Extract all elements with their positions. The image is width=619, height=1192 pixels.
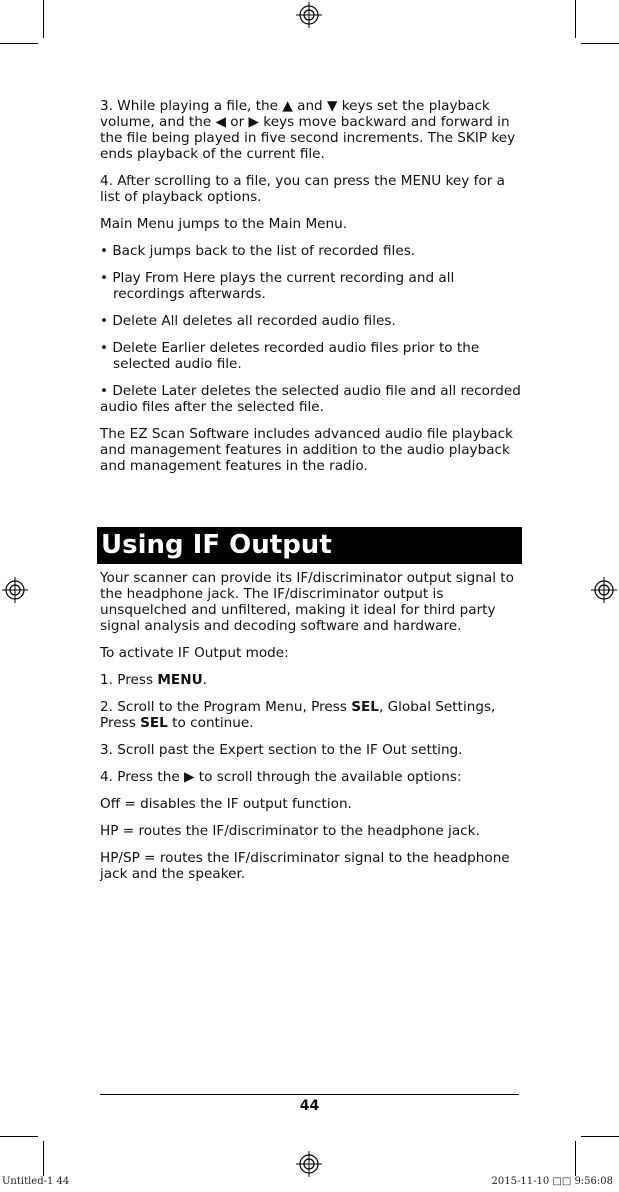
paragraph-activate: To activate IF Output mode: — [100, 645, 289, 661]
key-sel: SEL — [351, 699, 379, 715]
manual-text-section — [100, 98, 522, 485]
crop-mark — [575, 1141, 576, 1176]
option-off: Off = disables the IF output function. — [100, 796, 352, 812]
section-heading: Using IF Output — [97, 527, 522, 564]
paragraph-menu-key: 4. After scrolling to a file, you can press the MENU key for a list of playback options. — [100, 173, 505, 205]
option-hp: HP = routes the IF/discriminator to the headphone jack. — [100, 823, 480, 839]
paragraph-volume-keys: 3. While playing a file, the ▲ and ▼ keys set the playback volume, and the ◀ or ▶ keys move backward and forward in the file being played in five second increments. The SKIP key ends playback of the current file. — [100, 98, 516, 162]
registration-mark-icon — [589, 575, 619, 605]
crop-mark — [43, 1141, 44, 1176]
crop-mark — [0, 43, 38, 44]
key-sel: SEL — [140, 715, 168, 731]
option-hp-sp: HP/SP = routes the IF/discriminator signal to the headphone jack and the speaker. — [100, 850, 510, 882]
bullet-delete-later: • Delete Later deletes the selected audio file and all recorded audio files after the selected file. — [100, 383, 521, 415]
step-3: 3. Scroll past the Expert section to the IF Out setting. — [100, 742, 463, 758]
key-menu: MENU — [157, 672, 203, 688]
bullet-back: • Back jumps back to the list of recorded files. — [100, 243, 416, 259]
step-1: 1. Press MENU. — [100, 672, 207, 688]
print-slug-file: Untitled-1 44 — [2, 1176, 70, 1187]
registration-mark-icon — [0, 575, 30, 605]
page-number: 44 — [299, 1098, 320, 1114]
paragraph-main-menu: Main Menu jumps to the Main Menu. — [100, 216, 348, 232]
crop-mark — [581, 43, 619, 44]
print-slug-date: 2015-11-10 □□ 9:56:08 — [491, 1176, 613, 1187]
step-4: 4. Press the ▶ to scroll through the available options: — [100, 769, 462, 785]
step-2: 2. Scroll to the Program Menu, Press SEL, Global Settings, Press SEL to continue. — [100, 699, 496, 731]
crop-mark — [581, 1136, 619, 1137]
paragraph-if-intro: Your scanner can provide its IF/discriminator output signal to the headphone jack. The IF/discriminator output is unsquelched and unfiltered, making it ideal for third party signal analysis and decoding software and hardware. — [100, 570, 514, 634]
registration-mark-icon — [294, 0, 324, 30]
bullet-play-from-here: • Play From Here plays the current recording and all recordings afterwards. — [100, 270, 455, 302]
if-output-section — [100, 570, 522, 893]
crop-mark — [575, 0, 576, 38]
paragraph-ez-scan: The EZ Scan Software includes advanced audio file playback and management features in addition to the audio playback and management features in the radio. — [100, 426, 513, 474]
bullet-delete-all: • Delete All deletes all recorded audio files. — [100, 313, 396, 329]
crop-mark — [0, 1136, 38, 1137]
crop-mark — [43, 0, 44, 38]
registration-mark-icon — [294, 1149, 324, 1179]
footer-rule — [100, 1094, 519, 1095]
bullet-delete-earlier: • Delete Earlier deletes recorded audio files prior to the selected audio file. — [100, 340, 480, 372]
